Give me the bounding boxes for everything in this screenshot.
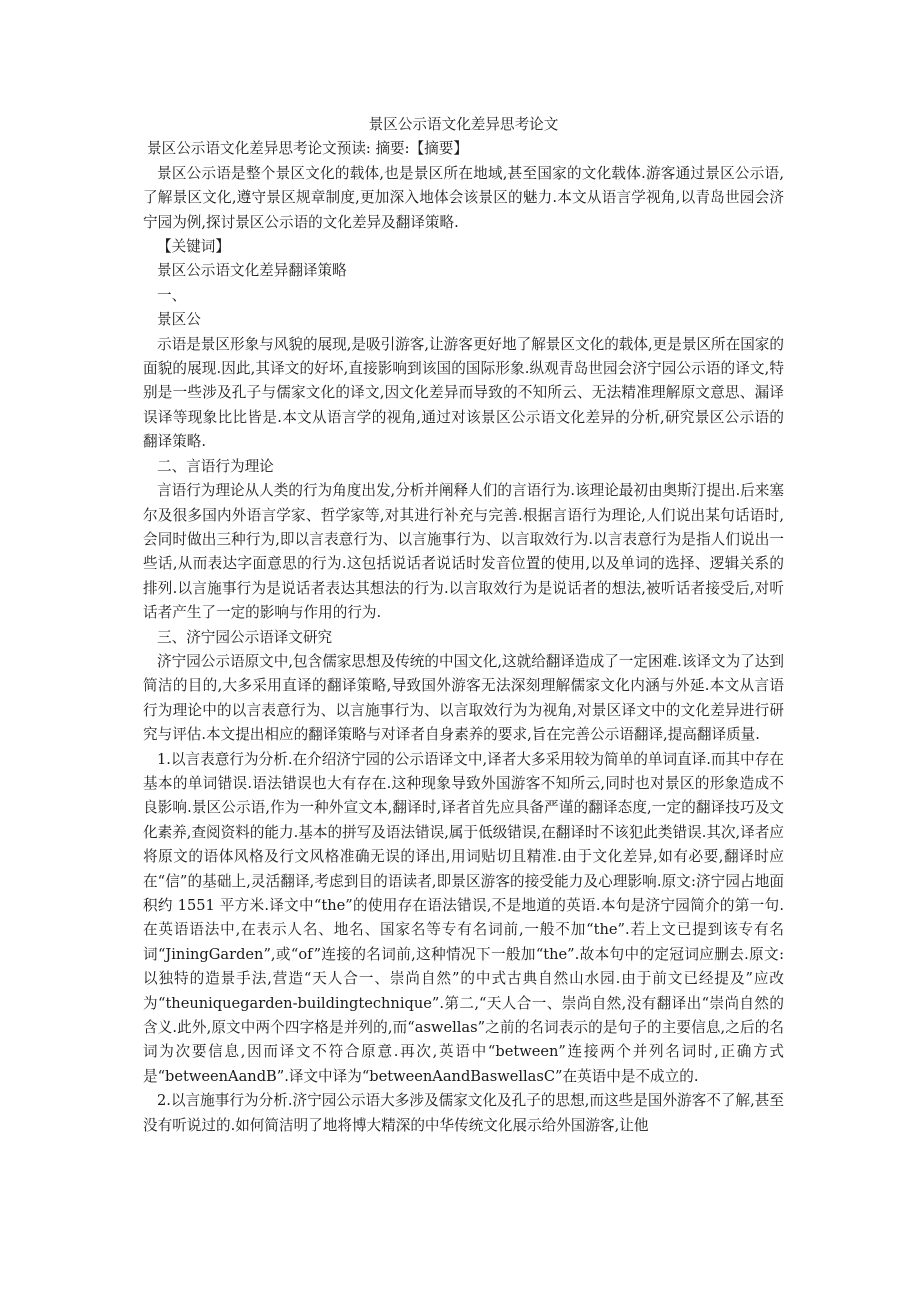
paragraph-keywords-heading: 【关键词】 [157,238,230,256]
paragraph-abstract: 景区公示语是整个景区文化的载体,也是景区所在地域,甚至国家的文化载体.游客通过景区公示语,了解景区文化,遵守景区规章制度,更加深入地体会该景区的魅力.本文从语言学视角,以青岛世园会济宁园为例,探讨景区公示语的文化差异及翻译策略. [143,164,784,231]
paragraph-illocution-analysis: 2.以言施事行为分析.济宁园公示语大多涉及儒家文化及孔子的思想,而这些是国外游客不了解,甚至没有听说过的.如何简洁明了地将博大精深的中华传统文化展示给外国游客,让他 [143,1092,784,1134]
document-page [143,113,784,1138]
paragraph-keywords: 景区公示语文化差异翻译策略 [157,262,347,280]
paragraph-speech-act-theory: 言语行为理论从人类的行为角度出发,分析并阐释人们的言语行为.该理论最初由奥斯汀提出.后来塞尔及很多国内外语言学家、哲学家等,对其进行补充与完善.根据言语行为理论,人们说出某句话语时,会同时做出三种行为,即以言表意行为、以言施事行为、以言取效行为.以言表意行为是指人们说出一些话,从而表达字面意思的行为.这包括说话者说话时发音位置的使用,以及单词的选择、逻辑关系的排列.以言施事行为是说话者表达其想法的行为.以言取效行为是说话者的想法,被听话者接受后,对听话者产生了一定的影响与作用的行为. [143,482,784,622]
paragraph-intro: 示语是景区形象与风貌的展现,是吸引游客,让游客更好地了解景区文化的载体,更是景区所在国家的面貌的展现.因此,其译文的好坏,直接影响到该国的国际形象.纵观青岛世园会济宁园公示语的译文,特别是一些涉及孔子与儒家文化的译文,因文化差异而导致的不知所云、无法精准理解原文意思、漏译误译等现象比比皆是.本文从语言学的视角,通过对该景区公示语文化差异的分析,研究景区公示语的翻译策略. [143,335,784,451]
paragraph-jining-study: 济宁园公示语原文中,包含儒家思想及传统的中国文化,这就给翻译造成了一定困难.该译文为了达到简洁的目的,大多采用直译的翻译策略,导致国外游客无法深刻理解儒家文化内涵与外延.本文从言语行为理论中的以言表意行为、以言施事行为、以言取效行为为视角,对景区译文中的文化差异进行研究与评估.本文提出相应的翻译策略与对译者自身素养的要求,旨在完善公示语翻译,提高翻译质量. [143,652,784,744]
section-heading-3: 三、济宁园公示语译文研究 [157,628,333,646]
paragraph-fragment: 景区公 [157,311,201,329]
section-heading-1: 一、 [157,286,187,304]
section-heading-2: 二、言语行为理论 [157,457,274,475]
paragraph-preview: 景区公示语文化差异思考论文预读: 摘要:【摘要】 [147,140,468,158]
paragraph-locution-analysis: 1.以言表意行为分析.在介绍济宁园的公示语译文中,译者大多采用较为简单的单词直译.而其中存在基本的单词错误.语法错误也大有存在.这种现象导致外国游客不知所云,同时也对景区的形象造成不良影响.景区公示语,作为一种外宣文本,翻译时,译者首先应具备严谨的翻译态度,一定的翻译技巧及文化素养,查阅资料的能力.基本的拼写及语法错误,属于低级错误,在翻译时不该犯此类错误.其次,译者应将原文的语体风格及行文风格准确无误的译出,用词贴切且精准.由于文化差异,如有必要,翻译时应在“信”的基础上,灵活翻译,考虑到目的语读者,即景区游客的接受能力及心理影响.原文:济宁园占地面积约 1551 平方米.译文中“the”的使用存在语法错误,不是地道的英语.本句是济宁园简介的第一句.在英语语法中,在表示人名、地名、国家名等专有名词前,一般不加“the”.若上文已提到该专有名词“JiningGarden”,或“of”连接的名词前,这种情况下一般加“the”.故本句中的定冠词应删去.原文:以独特的造景手法,营造“天人合一、崇尚自然”的中式古典自然山水园.由于前文已经提及”应改为“theuniquegarden-buildingtechnique”.第二,“天人合一、崇尚自然,没有翻译出“崇尚自然的含义.此外,原文中两个四字格是并列的,而“aswellas”之前的名词表示的是句子的主要信息,之后的名词为次要信息,因而译文不符合原意.再次,英语中“between”连接两个并列名词时,正确方式是“betweenAandB”.译文中译为“betweenAandBaswellasC”在英语中是不成立的. [143,750,784,1085]
document-title: 景区公示语文化差异思考论文 [368,116,559,133]
